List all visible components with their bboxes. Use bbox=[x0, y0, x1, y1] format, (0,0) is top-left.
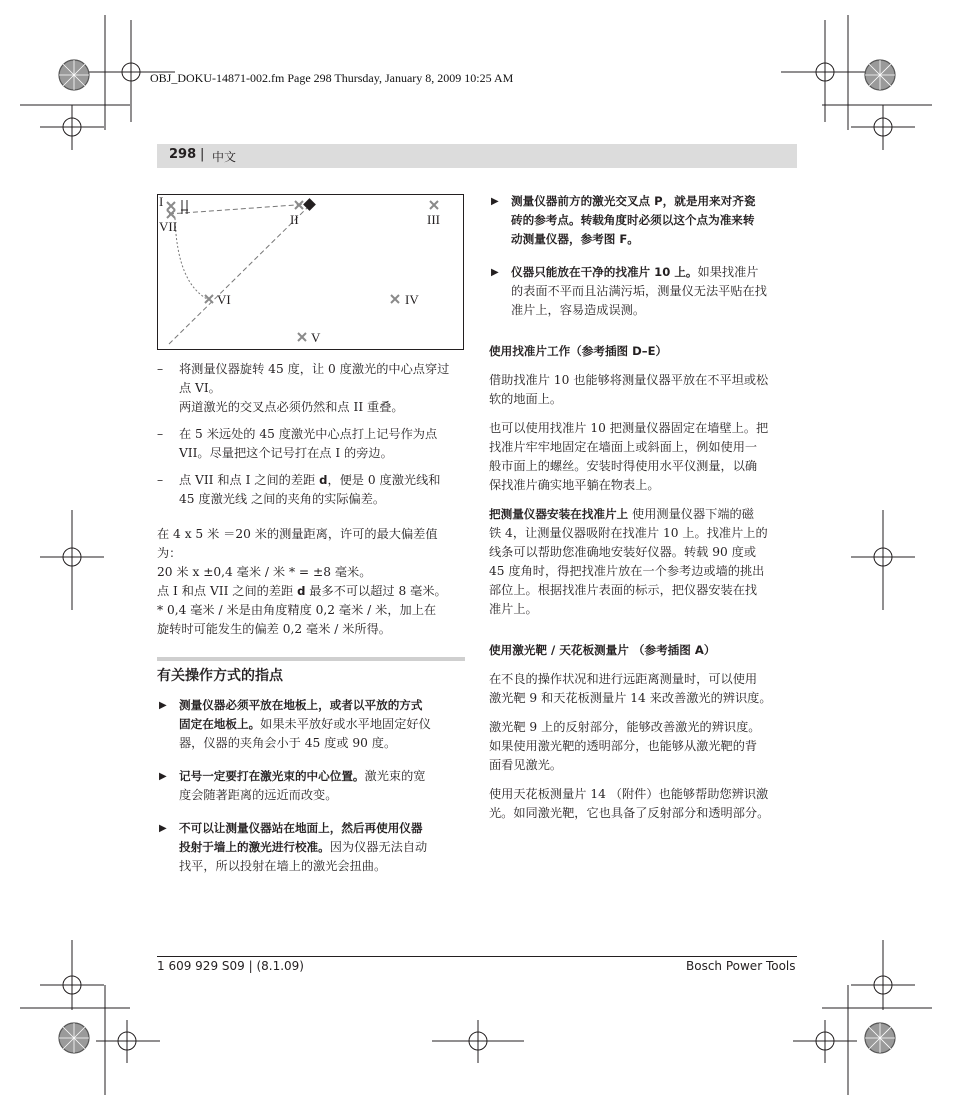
figure-frame bbox=[158, 195, 464, 350]
page-header bbox=[157, 144, 797, 168]
label-ii: II bbox=[290, 212, 299, 227]
paragraph: 把测量仪器安装在找准片上 使用测量仪器下端的磁 铁 4，让测量仪器吸附在找准片 10 上。找准片上的 线条可以帮助您准确地安装好仪器。转载 90 度或 45 度角时，得把找准片放在一个参考边或墙的挑出 部位上。根据找准片表面的标示，把仪器安装在找 准片上。 bbox=[489, 507, 768, 616]
list-item: ▶ 测量仪器前方的激光交叉点 P，就是用来对齐瓷 砖的参考点。转载角度时必须以这个点为准来转 动测量仪器，参考图 F。 bbox=[491, 194, 756, 246]
list-item: – 点 VII 和点 I 之间的差距 d，便是 0 度激光线和 45 度激光线 之间的夹角的实际偏差。 bbox=[157, 473, 441, 506]
section-rule bbox=[157, 657, 465, 661]
paragraph: 激光靶 9 上的反射部分，能够改善激光的辨识度。 如果使用激光靶的透明部分，也能够从激光靶的背 面看见激光。 bbox=[489, 720, 761, 772]
paragraph: 使用天花板测量片 14 （附件）也能够帮助您辨识激 光。如同激光靶，它也具备了反射部分和透明部分。 bbox=[489, 787, 770, 820]
page-number: 298 bbox=[169, 147, 197, 162]
label-v: V bbox=[311, 330, 321, 345]
list-item: ▶ 不可以让测量仪器站在地面上，然后再使用仪器 投射于墙上的激光进行校准。因为仪器无法自动 找平，所以投射在墙上的激光会扭曲。 bbox=[159, 821, 428, 873]
label-iii: III bbox=[427, 212, 440, 227]
subheading-laser-target: 使用激光靶 / 天花板测量片 （参考插图 A） bbox=[489, 643, 716, 657]
right-column bbox=[489, 192, 797, 833]
header-separator: | bbox=[200, 147, 205, 162]
list-item: ▶ 测量仪器必须平放在地板上，或者以平放的方式 固定在地板上。如果未平放好或水平地固定好仪 器，仪器的夹角会小于 45 度或 90 度。 bbox=[159, 698, 431, 750]
label-vii: VII bbox=[159, 219, 178, 234]
list-item: – 将测量仪器旋转 45 度，让 0 度激光的中心点穿过 点 VI。 两道激光的交叉点必须仍然和点 II 重叠。 bbox=[157, 362, 450, 414]
list-item: ▶ 记号一定要打在激光束的中心位置。激光束的宽 度会随著距离的远近而改变。 bbox=[159, 769, 426, 802]
subheading-alignment-plate: 使用找准片工作（参考插图 D–E） bbox=[489, 344, 668, 358]
deviation-calculation: 在 4 x 5 米 ＝20 米的测量距离，许可的最大偏差值 为： 20 米 x ±0,4 毫米 / 米 * = ±8 毫米。 点 I 和点 VII 之间的差距 d 最多不可以超过 8 毫米。 * 0,4 毫米 / 米是由角度精度 0,2 毫米 / 米，加上在 旋转时可能发生的偏差 0,2 毫米 / 米所得。 bbox=[157, 527, 447, 636]
label-vi: VI bbox=[217, 292, 231, 307]
footer-doc-number: 1 609 929 S09 | (8.1.09) bbox=[157, 959, 304, 973]
paragraph: 也可以使用找准片 10 把测量仪器固定在墙壁上。把 找准片牢牢地固定在墙面上或斜面上，例如使用一 般市面上的螺丝。安装时得使用水平仪测量，以确 保找准片确实地平躺在物表上。 bbox=[489, 421, 769, 492]
footer-brand: Bosch Power Tools bbox=[686, 959, 796, 973]
calibration-figure bbox=[157, 194, 465, 350]
paragraph: 在不良的操作状况和进行远距离测量时，可以使用 激光靶 9 和天花板测量片 14 来改善激光的辨识度。 bbox=[489, 672, 772, 705]
file-slug: OBJ_DOKU-14871-002.fm Page 298 Thursday, January 8, 2009 10:25 AM bbox=[150, 71, 514, 85]
label-iv: IV bbox=[405, 292, 419, 307]
section-title: 有关操作方式的指点 bbox=[157, 668, 283, 684]
left-column bbox=[157, 360, 465, 890]
paragraph: 借助找准片 10 也能够将测量仪器平放在不平坦或松 软的地面上。 bbox=[489, 373, 769, 406]
header-language: 中文 bbox=[212, 150, 237, 164]
label-i: I bbox=[159, 194, 164, 209]
footer-rule bbox=[157, 956, 797, 957]
list-item: ▶ 仪器只能放在干净的找准片 10 上。如果找准片 的表面不平而且沾满污垢，测量仪无法平贴在找 准片上，容易造成误测。 bbox=[491, 265, 767, 317]
list-item: – 在 5 米远处的 45 度激光中心点打上记号作为点 VII。尽量把这个记号打在点 I 的旁边。 bbox=[157, 427, 438, 460]
